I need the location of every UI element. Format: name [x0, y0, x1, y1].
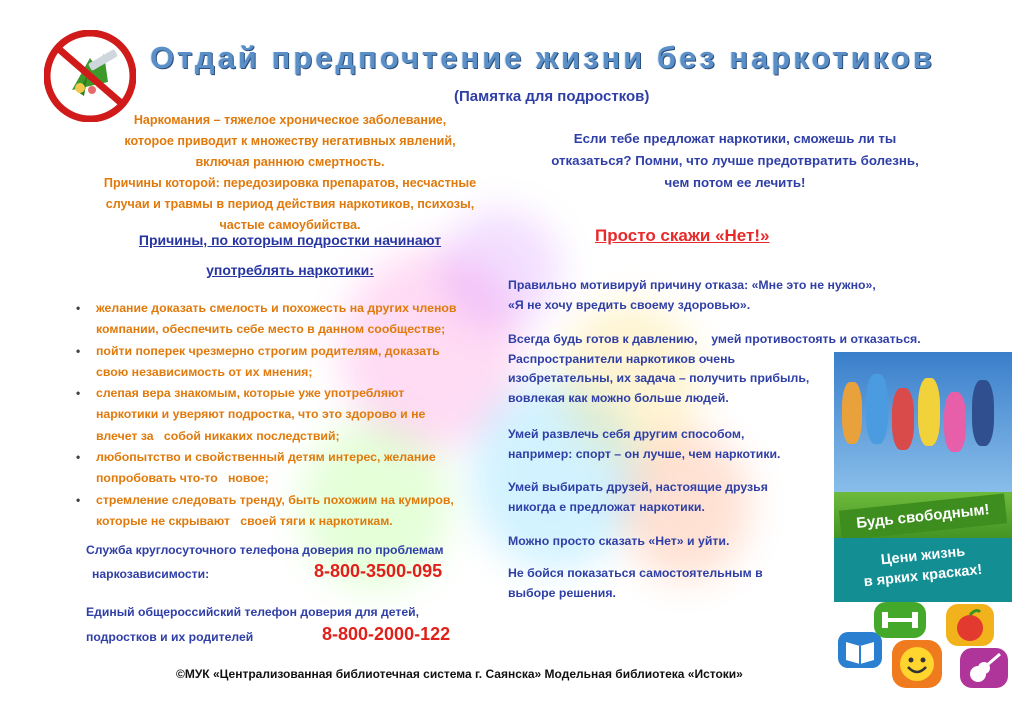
reason-line: которые не скрывают своей тяги к наркотикам.	[96, 513, 393, 528]
intro-line: включая раннюю смертность.	[195, 155, 385, 169]
advice-line: Можно просто сказать «Нет» и уйти.	[508, 534, 730, 548]
jumping-teen-figure	[918, 378, 940, 446]
hotline-label: Служба круглосуточного телефона доверия по проблемам	[86, 543, 444, 557]
list-item	[72, 383, 492, 447]
reason-line: пойти поперек чрезмерно строгим родителям, доказать	[96, 343, 440, 358]
smiley-icon	[892, 640, 942, 688]
advice-line: например: спорт – он лучше, чем наркотики.	[508, 446, 781, 461]
right-intro-line: чем потом ее лечить!	[664, 175, 806, 190]
advice-line: Распространители наркотиков очень	[508, 351, 736, 366]
advice-paragraph	[508, 532, 729, 552]
poster-banner-line: Цени жизнь	[880, 543, 966, 569]
reason-line: компании, обеспечить себе место в данном сообществе;	[96, 322, 446, 337]
advice-line: Правильно мотивируй причину отказа: «Мне это не нужно»,	[508, 278, 876, 292]
reason-line: любопытство и свойственный детям интерес, желание	[96, 450, 436, 465]
reasons-heading-line: употреблять наркотики:	[206, 262, 374, 278]
jumping-teen-figure	[972, 380, 994, 446]
intro-text	[80, 110, 500, 236]
say-no-heading: Просто скажи «Нет!»	[595, 226, 770, 245]
poster-banner-life	[834, 538, 1012, 602]
advice-line: выборе решения.	[508, 585, 616, 600]
hotline-label: подростков и их родителей	[86, 630, 254, 644]
intro-line: частые самоубийства.	[219, 218, 361, 232]
reasons-heading	[80, 232, 500, 278]
dumbbell-icon	[874, 602, 926, 638]
list-item	[72, 298, 492, 341]
advice-line: изобретательны, их задача – получить прибыль,	[508, 371, 810, 386]
reason-line: свою независимость от их мнения;	[96, 364, 313, 379]
hotline-label: наркозависимости:	[92, 567, 210, 581]
advice-paragraph	[508, 276, 876, 315]
advice-line: никогда е предложат наркотики.	[508, 499, 705, 514]
advice-paragraph	[508, 425, 780, 464]
poster-banner-free: Будь свободным!	[839, 493, 1007, 540]
reasons-list	[72, 298, 492, 532]
intro-line: Наркомания – тяжелое хроническое заболевание,	[133, 113, 447, 127]
page-title: Отдай предпочтение жизни без наркотиков	[150, 40, 935, 75]
reason-line: слепая вера знакомым, которые уже употребляют	[96, 386, 405, 401]
reasons-heading-line: Причины, по которым подростки начинают	[138, 232, 442, 248]
bullet-icon: •	[76, 492, 81, 507]
intro-line: случаи и травмы в период действия наркотиков, психозы,	[105, 197, 475, 211]
guitar-icon	[960, 648, 1008, 688]
bullet-icon: •	[76, 343, 81, 358]
advice-line: вовлекая как можно больше людей.	[508, 390, 729, 405]
advice-paragraph	[508, 564, 763, 603]
bullet-icon: •	[76, 386, 81, 401]
page-subtitle: (Памятка для подростков)	[454, 88, 650, 105]
right-intro-line: Если тебе предложат наркотики, сможешь ли ты	[573, 131, 897, 146]
hotline-phone[interactable]: 8-800-3500-095	[314, 561, 443, 581]
reason-line: стремление следовать тренду, быть похожим на кумиров,	[96, 492, 454, 507]
right-intro-line: отказаться? Помни, что лучше предотвратить болезнь,	[551, 153, 919, 168]
list-item	[72, 341, 492, 384]
poster-icons	[834, 602, 1012, 690]
reason-line: влечет за собой никаких последствий;	[96, 428, 340, 443]
advice-line: Всегда будь готов к давлению, умей противостоять и отказаться.	[508, 332, 921, 346]
advice-paragraph	[508, 478, 768, 517]
reason-line: желание доказать смелость и похожесть на других членов	[96, 301, 457, 315]
poster	[834, 352, 1012, 690]
jumping-teen-figure	[842, 382, 862, 444]
poster-banner-line: в ярких красках!	[862, 561, 983, 591]
footer-credit: ©МУК «Централизованная библиотечная система г. Саянска» Модельная библиотека «Истоки»	[176, 667, 743, 681]
list-item	[72, 490, 492, 533]
advice-line: «Я не хочу вредить своему здоровью».	[508, 297, 751, 312]
reason-line: наркотики и уверяют подростка, что это здорово и не	[96, 407, 426, 422]
intro-line: которое приводит к множеству негативных явлений,	[124, 134, 456, 148]
hotline-phone[interactable]: 8-800-2000-122	[322, 624, 451, 644]
list-item	[72, 447, 492, 490]
jumping-teen-figure	[892, 388, 914, 450]
no-drugs-sign-icon	[44, 30, 136, 122]
hotline-label: Единый общероссийский телефон доверия для детей,	[86, 605, 420, 619]
intro-line: Причины которой: передозировка препаратов, несчастные	[103, 176, 477, 190]
jumping-teen-figure	[944, 392, 966, 452]
advice-line: Не бойся показаться самостоятельным в	[508, 566, 763, 580]
apple-icon	[946, 604, 994, 646]
jumping-teen-figure	[866, 374, 888, 444]
bullet-icon: •	[76, 301, 81, 315]
advice-line: Умей развлечь себя другим способом,	[508, 427, 745, 441]
advice-line: Умей выбирать друзей, настоящие друзья	[508, 480, 768, 494]
right-intro	[520, 128, 950, 194]
reason-line: попробовать что-то новое;	[96, 471, 269, 486]
bullet-icon: •	[76, 450, 81, 465]
